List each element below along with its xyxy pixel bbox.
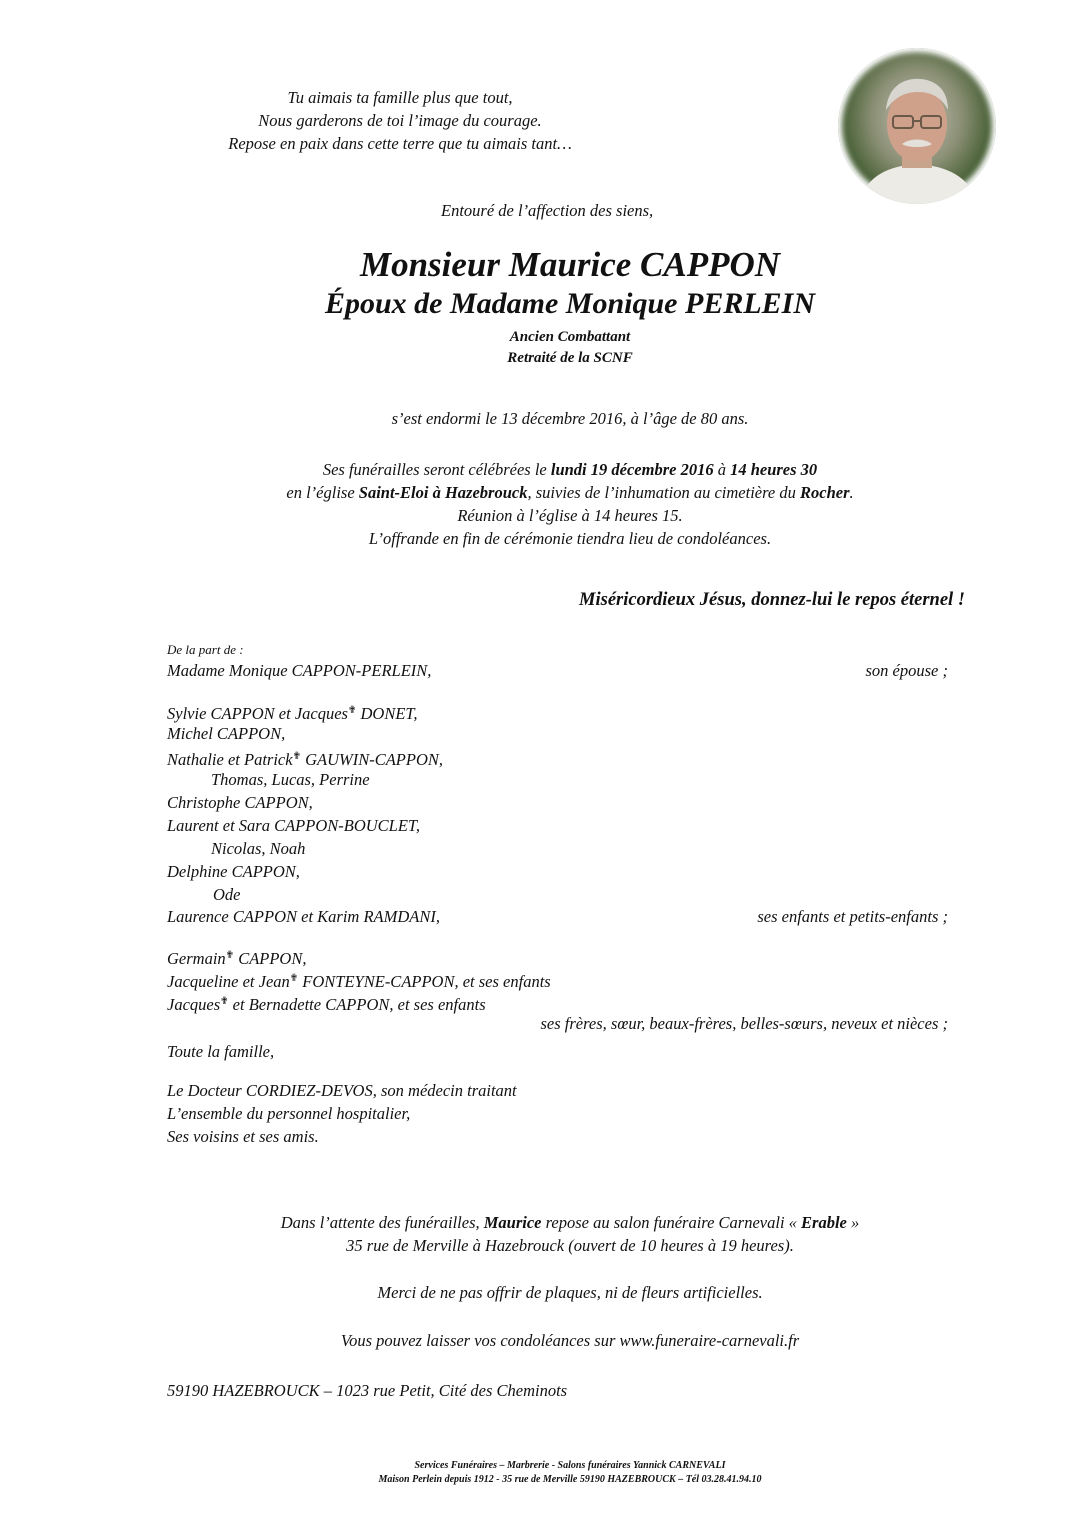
child-5: Laurent et Sara CAPPON-BOUCLET, [167,816,421,835]
funeral-cemetery: Rocher [799,483,850,502]
grandchildren-6: Ode [213,885,241,904]
title-retired: Retraité de la SCNF [507,350,633,366]
funeral-date: lundi 19 décembre 2016 [550,460,714,479]
cross-icon: ✟ [289,973,299,984]
poem-line-2: Nous garderons de toi l’image du courage. [258,111,542,130]
deceased-name: Monsieur Maurice CAPPON [359,245,781,284]
all-family: Toute la famille, [167,1042,275,1061]
grandchildren-5: Nicolas, Noah [211,839,306,858]
grandchildren-3: Thomas, Lucas, Perrine [211,770,370,789]
footer-line-1: Services Funéraires – Marbrerie - Salons funéraires Yannick CARNEVALI [414,1460,726,1471]
child-4: Christophe CAPPON, [167,793,313,812]
cross-icon: ✟ [225,950,235,961]
poem-line-1: Tu aimais ta famille plus que tout, [287,88,513,107]
cross-icon: ✟ [220,996,229,1007]
child-1: Sylvie CAPPON et Jacques✟ DONET, [167,704,418,723]
visitation-line-2: 35 rue de Merville à Hazebrouck (ouvert de 10 heures à 19 heures). [346,1236,794,1255]
other-1: Le Docteur CORDIEZ-DEVOS, son médecin traitant [167,1081,517,1100]
other-2: L’ensemble du personnel hospitalier, [167,1104,411,1123]
prayer: Miséricordieux Jésus, donnez-lui le repos éternel ! [579,590,965,610]
children-relation: ses enfants et petits-enfants ; [757,907,948,926]
siblings-relation: ses frères, sœur, beaux-frères, belles-sœurs, neveux et nièces ; [540,1014,948,1033]
sibling-3: Jacques✟ et Bernadette CAPPON, et ses enfants [167,995,486,1014]
spouse-line: Époux de Madame Monique PERLEIN [324,287,816,320]
funeral-time: 14 heures 30 [730,460,818,479]
child-3: Nathalie et Patrick✟ GAUWIN-CAPPON, [167,750,444,769]
sibling-2: Jacqueline et Jean✟ FONTEYNE-CAPPON, et ses enfants [167,972,551,991]
spouse-relation: son épouse ; [865,661,948,680]
funeral-line-2: en l’église Saint-Eloi à Hazebrouck, suivies de l’inhumation au cimetière du Rocher. [286,483,854,502]
sibling-1: Germain✟ CAPPON, [167,949,307,968]
poem-line-3: Repose en paix dans cette terre que tu aimais tant… [228,134,572,153]
funeral-line-3: Réunion à l’église à 14 heures 15. [457,506,683,525]
funeral-church: Saint-Eloi à Hazebrouck [358,483,528,502]
portrait-illustration [838,48,996,204]
intro-text: Entouré de l’affection des siens, [441,201,654,220]
spouse-name: Madame Monique CAPPON-PERLEIN, [167,661,432,680]
condolences-note: Vous pouvez laisser vos condoléances sur www.funeraire-carnevali.fr [340,1331,800,1350]
other-3: Ses voisins et ses amis. [167,1127,319,1146]
funeral-line-4: L’offrande en fin de cérémonie tiendra lieu de condoléances. [368,529,772,548]
from-label: De la part de : [167,642,244,657]
child-6: Delphine CAPPON, [167,862,300,881]
cross-icon: ✟ [347,705,357,716]
cross-icon: ✟ [292,751,301,762]
death-notice: s’est endormi le 13 décembre 2016, à l’âge de 80 ans. [391,409,749,428]
portrait-photo [838,48,996,204]
address: 59190 HAZEBROUCK – 1023 rue Petit, Cité des Cheminots [167,1381,568,1400]
child-2: Michel CAPPON, [167,724,286,743]
poem [150,86,650,155]
funeral-line-1: Ses funérailles seront célébrées le lundi 19 décembre 2016 à 14 heures 30 [322,460,818,479]
title-veteran: Ancien Combattant [509,329,631,345]
child-7: Laurence CAPPON et Karim RAMDANI, [167,907,440,926]
no-flowers-note: Merci de ne pas offrir de plaques, ni de fleurs artificielles. [377,1283,763,1302]
visitation-line-1: Dans l’attente des funérailles, Maurice repose au salon funéraire Carnevali « Erable » [280,1213,860,1232]
footer-line-2: Maison Perlein depuis 1912 - 35 rue de Merville 59190 HAZEBROUCK – Tél 03.28.41.94.10 [378,1474,762,1485]
